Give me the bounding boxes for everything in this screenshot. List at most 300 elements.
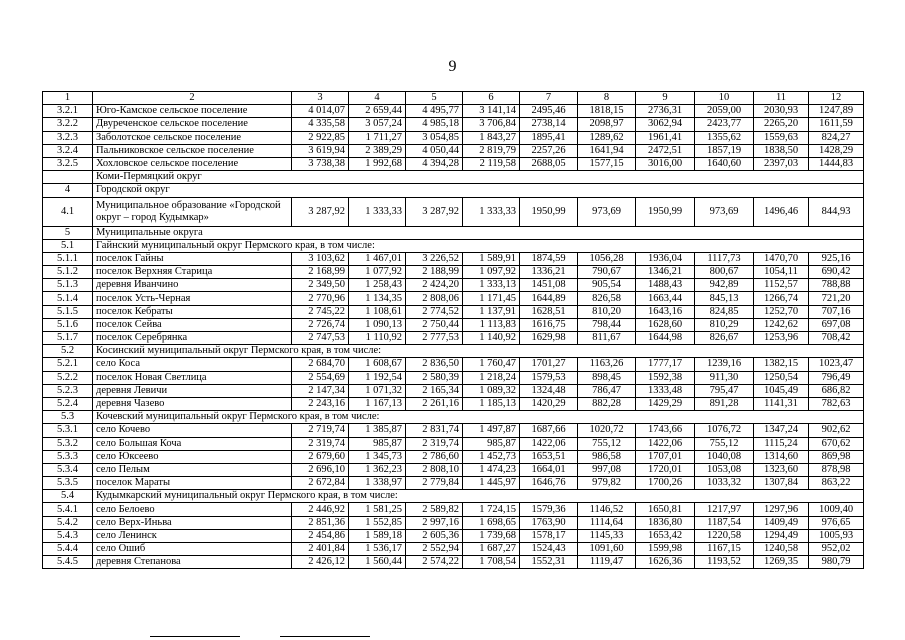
settlement-name-cell: поселок Усть-Черная: [93, 292, 292, 305]
value-cell: 1857,19: [695, 144, 754, 157]
row-code-cell: 5.1.2: [43, 266, 93, 279]
settlement-name-cell: деревня Чазево: [93, 397, 292, 410]
value-cell: 3 738,38: [292, 157, 349, 170]
value-cell: 1163,26: [578, 358, 636, 371]
value-cell: 1 333,33: [349, 197, 406, 226]
value-cell: 1289,62: [578, 131, 636, 144]
value-cell: 891,28: [695, 397, 754, 410]
value-cell: 3 287,92: [292, 197, 349, 226]
value-cell: 1 338,97: [349, 477, 406, 490]
value-cell: 708,42: [809, 332, 864, 345]
value-cell: 1 333,33: [463, 197, 520, 226]
table-row: [43, 463, 864, 476]
row-code-cell: 4: [43, 184, 93, 197]
value-cell: 670,62: [809, 437, 864, 450]
value-cell: 2 777,53: [406, 332, 463, 345]
value-cell: 1628,60: [636, 318, 695, 331]
row-code-cell: 5.4.3: [43, 529, 93, 542]
value-cell: 1145,33: [578, 529, 636, 542]
value-cell: 973,69: [578, 197, 636, 226]
value-cell: 1629,98: [520, 332, 578, 345]
value-cell: 1701,27: [520, 358, 578, 371]
value-cell: 1247,89: [809, 105, 864, 118]
value-cell: 2 319,74: [406, 437, 463, 450]
section-title-cell: Косинский муниципальный округ Пермского края, в том числе:: [93, 345, 864, 358]
value-cell: 2257,26: [520, 144, 578, 157]
value-cell: 2265,20: [754, 118, 809, 131]
value-cell: 1707,01: [636, 450, 695, 463]
value-cell: 1 474,23: [463, 463, 520, 476]
column-number-cell: 5: [406, 92, 463, 105]
table-row: [43, 371, 864, 384]
value-cell: 1 739,68: [463, 529, 520, 542]
value-cell: 1578,17: [520, 529, 578, 542]
value-cell: 2 747,53: [292, 332, 349, 345]
value-cell: 1 760,47: [463, 358, 520, 371]
value-cell: 1950,99: [520, 197, 578, 226]
value-cell: 973,69: [695, 197, 754, 226]
value-cell: 3 226,52: [406, 252, 463, 265]
value-cell: 2 922,85: [292, 131, 349, 144]
value-cell: 1653,51: [520, 450, 578, 463]
value-cell: 1664,01: [520, 463, 578, 476]
settlement-name-cell: поселок Верхняя Старица: [93, 266, 292, 279]
value-cell: 1470,70: [754, 252, 809, 265]
row-code-cell: 3.2.1: [43, 105, 93, 118]
value-cell: 2 659,44: [349, 105, 406, 118]
value-cell: 882,28: [578, 397, 636, 410]
value-cell: 3016,00: [636, 157, 695, 170]
value-cell: 1005,93: [809, 529, 864, 542]
column-number-row: [43, 92, 864, 105]
table-row: [43, 305, 864, 318]
value-cell: 800,67: [695, 266, 754, 279]
settlement-name-cell: село Верх-Иньва: [93, 516, 292, 529]
value-cell: 2 349,50: [292, 279, 349, 292]
value-cell: 2 168,99: [292, 266, 349, 279]
value-cell: 905,54: [578, 279, 636, 292]
value-cell: 790,67: [578, 266, 636, 279]
value-cell: 2 836,50: [406, 358, 463, 371]
section-row: [43, 411, 864, 424]
value-cell: 1836,80: [636, 516, 695, 529]
value-cell: 810,29: [695, 318, 754, 331]
value-cell: 1646,76: [520, 477, 578, 490]
value-cell: 2 684,70: [292, 358, 349, 371]
value-cell: 1 077,92: [349, 266, 406, 279]
table-row: [43, 503, 864, 516]
table-row: [43, 318, 864, 331]
value-cell: 3 287,92: [406, 197, 463, 226]
value-cell: 2 696,10: [292, 463, 349, 476]
row-code-cell: 5.3.1: [43, 424, 93, 437]
settlement-name-cell: село Ленинск: [93, 529, 292, 542]
value-cell: 1076,72: [695, 424, 754, 437]
value-cell: 1054,11: [754, 266, 809, 279]
row-code-cell: 3.2.2: [43, 118, 93, 131]
value-cell: 1220,58: [695, 529, 754, 542]
value-cell: 788,88: [809, 279, 864, 292]
value-cell: 2 554,69: [292, 371, 349, 384]
value-cell: 4 985,18: [406, 118, 463, 131]
value-cell: 1579,53: [520, 371, 578, 384]
table-row: [43, 384, 864, 397]
value-cell: 1239,16: [695, 358, 754, 371]
table-row: [43, 529, 864, 542]
value-cell: 1346,21: [636, 266, 695, 279]
value-cell: 863,22: [809, 477, 864, 490]
value-cell: 1 185,13: [463, 397, 520, 410]
value-cell: 1687,66: [520, 424, 578, 437]
value-cell: 2 119,58: [463, 157, 520, 170]
table-row: [43, 556, 864, 569]
value-cell: 898,45: [578, 371, 636, 384]
settlement-name-cell: поселок Гайны: [93, 252, 292, 265]
value-cell: 1 171,45: [463, 292, 520, 305]
value-cell: 1644,98: [636, 332, 695, 345]
value-cell: 2495,46: [520, 105, 578, 118]
value-cell: 1323,60: [754, 463, 809, 476]
value-cell: 1579,36: [520, 503, 578, 516]
value-cell: 2 188,99: [406, 266, 463, 279]
value-cell: 3 619,94: [292, 144, 349, 157]
value-cell: 2 851,36: [292, 516, 349, 529]
column-number-cell: 7: [520, 92, 578, 105]
value-cell: 1616,75: [520, 318, 578, 331]
value-cell: 1141,31: [754, 397, 809, 410]
value-cell: 2 819,79: [463, 144, 520, 157]
value-cell: 697,08: [809, 318, 864, 331]
value-cell: 2 424,20: [406, 279, 463, 292]
section-title-cell: Городской округ: [93, 184, 864, 197]
value-cell: 2 808,10: [406, 463, 463, 476]
value-cell: 979,82: [578, 477, 636, 490]
value-cell: 2 165,34: [406, 384, 463, 397]
settlement-name-cell: деревня Степанова: [93, 556, 292, 569]
value-cell: 1422,06: [636, 437, 695, 450]
value-cell: 2 779,84: [406, 477, 463, 490]
value-cell: 1 137,91: [463, 305, 520, 318]
value-cell: 1700,26: [636, 477, 695, 490]
value-cell: 1307,84: [754, 477, 809, 490]
value-cell: 2472,51: [636, 144, 695, 157]
value-cell: 985,87: [463, 437, 520, 450]
table-row: [43, 397, 864, 410]
value-cell: 1 589,91: [463, 252, 520, 265]
row-code-cell: 3.2.5: [43, 157, 93, 170]
value-cell: 2 831,74: [406, 424, 463, 437]
value-cell: 1 724,15: [463, 503, 520, 516]
value-cell: 755,12: [695, 437, 754, 450]
value-cell: 1838,50: [754, 144, 809, 157]
value-cell: 2 552,94: [406, 543, 463, 556]
value-cell: 2 319,74: [292, 437, 349, 450]
value-cell: 3 103,62: [292, 252, 349, 265]
settlement-name-cell: деревня Иванчино: [93, 279, 292, 292]
value-cell: 1056,28: [578, 252, 636, 265]
value-cell: 721,20: [809, 292, 864, 305]
value-cell: 1023,47: [809, 358, 864, 371]
value-cell: 1552,31: [520, 556, 578, 569]
value-cell: 2 454,86: [292, 529, 349, 542]
value-cell: 1409,49: [754, 516, 809, 529]
settlement-name-cell: село Кочево: [93, 424, 292, 437]
value-cell: 1114,64: [578, 516, 636, 529]
value-cell: 980,79: [809, 556, 864, 569]
value-cell: 1297,96: [754, 503, 809, 516]
value-cell: 1650,81: [636, 503, 695, 516]
value-cell: 911,30: [695, 371, 754, 384]
settlement-name-cell: село Пелым: [93, 463, 292, 476]
value-cell: 2 243,16: [292, 397, 349, 410]
value-cell: 2 389,29: [349, 144, 406, 157]
value-cell: 1 581,25: [349, 503, 406, 516]
value-cell: 1324,48: [520, 384, 578, 397]
value-cell: 1 218,24: [463, 371, 520, 384]
value-cell: 2 605,36: [406, 529, 463, 542]
value-cell: 1336,21: [520, 266, 578, 279]
settlement-name-cell: Двуреченское сельское поселение: [93, 118, 292, 131]
value-cell: 2 997,16: [406, 516, 463, 529]
value-cell: 1240,58: [754, 543, 809, 556]
value-cell: 2 745,22: [292, 305, 349, 318]
value-cell: 952,02: [809, 543, 864, 556]
table-row: [43, 516, 864, 529]
table-row: [43, 118, 864, 131]
value-cell: 869,98: [809, 450, 864, 463]
value-cell: 1242,62: [754, 318, 809, 331]
value-cell: 796,49: [809, 371, 864, 384]
value-cell: 826,67: [695, 332, 754, 345]
value-cell: 1266,74: [754, 292, 809, 305]
row-code-cell: 4.1: [43, 197, 93, 226]
value-cell: 2738,14: [520, 118, 578, 131]
value-cell: 1 362,23: [349, 463, 406, 476]
row-code-cell: 5.2.1: [43, 358, 93, 371]
value-cell: 1 108,61: [349, 305, 406, 318]
value-cell: 1961,41: [636, 131, 695, 144]
value-cell: 2736,31: [636, 105, 695, 118]
value-cell: 4 335,58: [292, 118, 349, 131]
value-cell: 1 167,13: [349, 397, 406, 410]
column-number-cell: 3: [292, 92, 349, 105]
row-code-cell: 5.1.5: [43, 305, 93, 318]
value-cell: 1250,54: [754, 371, 809, 384]
value-cell: 1117,73: [695, 252, 754, 265]
section-row: [43, 490, 864, 503]
value-cell: 1355,62: [695, 131, 754, 144]
value-cell: 1314,60: [754, 450, 809, 463]
value-cell: 2 726,74: [292, 318, 349, 331]
value-cell: 1333,48: [636, 384, 695, 397]
value-cell: 1115,24: [754, 437, 809, 450]
row-code-cell: 5.4.5: [43, 556, 93, 569]
value-cell: 1451,08: [520, 279, 578, 292]
table-row: [43, 252, 864, 265]
value-cell: 1644,89: [520, 292, 578, 305]
value-cell: 3 054,85: [406, 131, 463, 144]
column-number-cell: 4: [349, 92, 406, 105]
section-title-cell: Кудымкарский муниципальный округ Пермского края, в том числе:: [93, 490, 864, 503]
column-number-cell: 9: [636, 92, 695, 105]
value-cell: 1 467,01: [349, 252, 406, 265]
value-cell: 786,47: [578, 384, 636, 397]
settlement-name-cell: Юго-Камское сельское поселение: [93, 105, 292, 118]
section-row: [43, 226, 864, 239]
value-cell: 1818,15: [578, 105, 636, 118]
table-row: [43, 157, 864, 170]
table-row: [43, 450, 864, 463]
value-cell: 1252,70: [754, 305, 809, 318]
value-cell: 1420,29: [520, 397, 578, 410]
settlement-name-cell: село Большая Коча: [93, 437, 292, 450]
value-cell: 1 333,13: [463, 279, 520, 292]
row-code-cell: 5.1.6: [43, 318, 93, 331]
value-cell: 798,44: [578, 318, 636, 331]
value-cell: 1 089,32: [463, 384, 520, 397]
value-cell: 1 110,92: [349, 332, 406, 345]
settlement-name-cell: поселок Сейва: [93, 318, 292, 331]
value-cell: 795,47: [695, 384, 754, 397]
settlement-name-cell: деревня Левичи: [93, 384, 292, 397]
value-cell: 1 698,65: [463, 516, 520, 529]
value-cell: 824,27: [809, 131, 864, 144]
value-cell: 1936,04: [636, 252, 695, 265]
value-cell: 1 140,92: [463, 332, 520, 345]
value-cell: 1 608,67: [349, 358, 406, 371]
row-code-cell: 5.3.5: [43, 477, 93, 490]
value-cell: 2688,05: [520, 157, 578, 170]
value-cell: 1592,38: [636, 371, 695, 384]
section-row: [43, 345, 864, 358]
footer-rule-right: [280, 636, 370, 637]
value-cell: 824,85: [695, 305, 754, 318]
value-cell: 3 706,84: [463, 118, 520, 131]
value-cell: 2098,97: [578, 118, 636, 131]
value-cell: 2397,03: [754, 157, 809, 170]
value-cell: 1 992,68: [349, 157, 406, 170]
value-cell: 2 679,60: [292, 450, 349, 463]
section-title-cell: Гайнский муниципальный округ Пермского края, в том числе:: [93, 239, 864, 252]
row-code-cell: 5.3.3: [43, 450, 93, 463]
value-cell: 1 097,92: [463, 266, 520, 279]
value-cell: 1496,46: [754, 197, 809, 226]
value-cell: 2 808,06: [406, 292, 463, 305]
value-cell: 1640,60: [695, 157, 754, 170]
value-cell: 3 057,24: [349, 118, 406, 131]
value-cell: 997,08: [578, 463, 636, 476]
value-cell: 845,13: [695, 292, 754, 305]
row-code-cell: 5.3.2: [43, 437, 93, 450]
value-cell: 2 446,92: [292, 503, 349, 516]
value-cell: 1382,15: [754, 358, 809, 371]
value-cell: 1 536,17: [349, 543, 406, 556]
settlement-name-cell: село Коса: [93, 358, 292, 371]
row-code-cell: [43, 171, 93, 184]
footer-rule-left: [150, 636, 240, 637]
table-row: [43, 131, 864, 144]
section-row: [43, 184, 864, 197]
value-cell: 1524,43: [520, 543, 578, 556]
value-cell: 755,12: [578, 437, 636, 450]
value-cell: 1193,52: [695, 556, 754, 569]
row-code-cell: 5.4.2: [43, 516, 93, 529]
value-cell: 1 071,32: [349, 384, 406, 397]
column-number-cell: 11: [754, 92, 809, 105]
value-cell: 1 552,85: [349, 516, 406, 529]
settlement-name-cell: село Белоево: [93, 503, 292, 516]
value-cell: 1253,96: [754, 332, 809, 345]
value-cell: 811,67: [578, 332, 636, 345]
column-number-cell: 6: [463, 92, 520, 105]
section-row: [43, 171, 864, 184]
value-cell: 1294,49: [754, 529, 809, 542]
value-cell: 986,58: [578, 450, 636, 463]
row-code-cell: 5.1.4: [43, 292, 93, 305]
value-cell: 2 774,52: [406, 305, 463, 318]
table-row: [43, 332, 864, 345]
value-cell: 1777,17: [636, 358, 695, 371]
value-cell: 844,93: [809, 197, 864, 226]
table-row: [43, 292, 864, 305]
value-cell: 2059,00: [695, 105, 754, 118]
value-cell: 1146,52: [578, 503, 636, 516]
value-cell: 810,20: [578, 305, 636, 318]
value-cell: 942,89: [695, 279, 754, 292]
value-cell: 902,62: [809, 424, 864, 437]
settlement-name-cell: Заболотское сельское поселение: [93, 131, 292, 144]
column-number-cell: 1: [43, 92, 93, 105]
settlement-name-cell: Хохловское сельское поселение: [93, 157, 292, 170]
section-row: [43, 239, 864, 252]
value-cell: 878,98: [809, 463, 864, 476]
value-cell: 1 113,83: [463, 318, 520, 331]
value-cell: 2 770,96: [292, 292, 349, 305]
section-title-cell: Кочевский муниципальный округ Пермского края, в том числе:: [93, 411, 864, 424]
value-cell: 1 090,13: [349, 318, 406, 331]
value-cell: 1 711,27: [349, 131, 406, 144]
table-row: [43, 543, 864, 556]
row-code-cell: 3.2.3: [43, 131, 93, 144]
table-row: [43, 266, 864, 279]
value-cell: 1053,08: [695, 463, 754, 476]
value-cell: 2 672,84: [292, 477, 349, 490]
value-cell: 1045,49: [754, 384, 809, 397]
column-number-cell: 2: [93, 92, 292, 105]
value-cell: 1743,66: [636, 424, 695, 437]
value-cell: 2 401,84: [292, 543, 349, 556]
value-cell: 2 574,22: [406, 556, 463, 569]
value-cell: 1 560,44: [349, 556, 406, 569]
settlement-name-cell: Пальниковское сельское поселение: [93, 144, 292, 157]
table-row: [43, 477, 864, 490]
page-number: 9: [448, 58, 457, 75]
row-code-cell: 5.2.4: [43, 397, 93, 410]
value-cell: 1653,42: [636, 529, 695, 542]
value-cell: 4 495,77: [406, 105, 463, 118]
value-cell: 2 786,60: [406, 450, 463, 463]
value-cell: 4 394,28: [406, 157, 463, 170]
row-code-cell: 5: [43, 226, 93, 239]
value-cell: 1611,59: [809, 118, 864, 131]
value-cell: 690,42: [809, 266, 864, 279]
value-cell: 1167,15: [695, 543, 754, 556]
table-row: [43, 197, 864, 226]
value-cell: 976,65: [809, 516, 864, 529]
value-cell: 1119,47: [578, 556, 636, 569]
table-row: [43, 424, 864, 437]
value-cell: 3 141,14: [463, 105, 520, 118]
